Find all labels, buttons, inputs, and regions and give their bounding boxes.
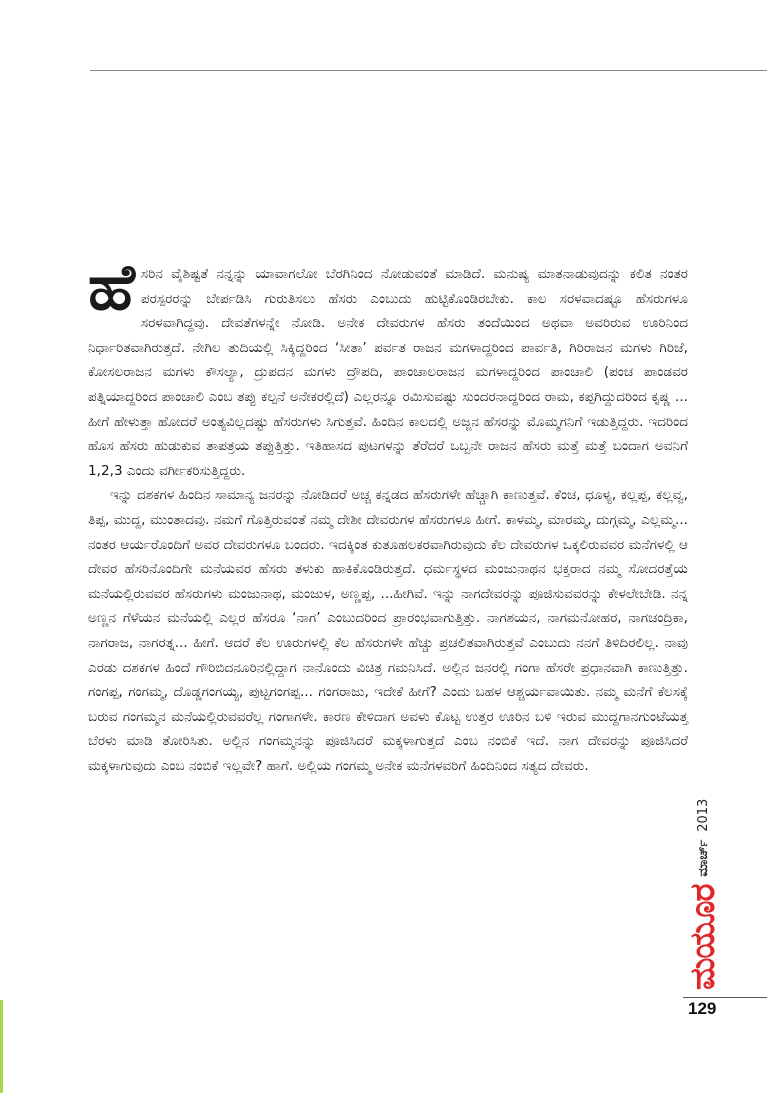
issue-month: ಮಾರ್ಚ್: [695, 839, 711, 877]
left-edge-gap: [0, 0, 3, 1000]
page-number: 129: [688, 999, 717, 1018]
magazine-sidebar: [683, 800, 723, 990]
footer-rule: [683, 997, 767, 998]
article-body: [88, 251, 688, 778]
paragraph-1-text: ಸರಿನ ವೈಶಿಷ್ಟತೆ ನನ್ನನ್ನು ಯಾವಾಗಲೋ ಬೆರಗಿನಿಂದ ನೋಡುವಂತೆ ಮಾಡಿದೆ. ಮನುಷ್ಯ ಮಾತನಾಡುವುದನ್ನು ಕಲಿತ ನಂತರ ಪರಸ್ಪರರನ್ನು ಬೇರ್ಪಡಿಸಿ ಗುರುತಿಸಲು ಹೆಸರು ಎಂಬುದು ಹುಟ್ಟಿಕೊಂಡಿರಬೇಕು. ಕಾಲ ಸರಳವಾದಷ್ಟೂ ಹೆಸರುಗಳೂ ಸರಳವಾಗಿದ್ದವು. ದೇವತೆಗಳನ್ನೇ ನೋಡಿ. ಅನೇಕ ದೇವರುಗಳ ಹೆಸರು ತಂದೆಯಿಂದ ಅಥವಾ ಅವರಿರುವ ಊರಿನಿಂದ ನಿರ್ಧಾರಿತವಾಗಿರುತ್ತದೆ. ನೇಗಿಲ ತುದಿಯಲ್ಲಿ ಸಿಕ್ಕಿದ್ದರಿಂದ ‘ಸೀತಾ’ ಪರ್ವತ ರಾಜನ ಮಗಳಾದ್ದರಿಂದ ಪಾರ್ವತಿ, ಗಿರಿರಾಜನ ಮಗಳು ಗಿರಿಜೆ, ಕೋಸಲರಾಜನ ಮಗಳು ಕೌಸಲ್ಯಾ, ದ್ರುಪದನ ಮಗಳು ದ್ರೌಪದಿ, ಪಾಂಚಾಲರಾಜನ ಮಗಳಾದ್ದರಿಂದ ಪಾಂಚಾಲಿ (ಪಂಚ ಪಾಂಡವರ ಪತ್ನಿಯಾದ್ದರಿಂದ ಪಾಂಚಾಲಿ ಎಂಬ ತಪ್ಪು ಕಲ್ಪನೆ ಅನೇಕರಲ್ಲಿದೆ) ಎಲ್ಲರನ್ನೂ ರಮಿಸುವಷ್ಟು ಸುಂದರನಾದ್ದರಿಂದ ರಾಮ, ಕಪ್ಪಗಿದ್ದುದರಿಂದ ಕೃಷ್ಣ ... ಹೀಗೆ ಹೇಳುತ್ತಾ ಹೋದರೆ ಅಂತ್ಯವಿಲ್ಲದಷ್ಟು ಹೆಸರುಗಳು ಸಿಗುತ್ತವೆ. ಹಿಂದಿನ ಕಾಲದಲ್ಲಿ ಅಜ್ಜನ ಹೆಸರನ್ನು ಮೊಮ್ಮಗನಿಗೆ ಇಡುತ್ತಿದ್ದರು. ಇದರಿಂದ ಹೊಸ ಹೆಸರು ಹುಡುಕುವ ತಾಪತ್ರಯ ತಪ್ಪುತ್ತಿತ್ತು. ಇತಿಹಾಸದ ಪುಟಗಳನ್ನು ತೆರೆದರೆ ಒಬ್ಬನೇ ರಾಜನ ಹೆಸರು ಮತ್ತೆ ಮತ್ತೆ ಬಂದಾಗ ಅವನಿಗೆ 1,2,3 ಎಂದು ವರ್ಗೀಕರಿಸುತ್ತಿದ್ದರು.: [88, 266, 688, 479]
paragraph-2: ಇನ್ನು ದಶಕಗಳ ಹಿಂದಿನ ಸಾಮಾನ್ಯ ಜನರನ್ನು ನೋಡಿದರೆ ಅಚ್ಚ ಕನ್ನಡದ ಹೆಸರುಗಳೇ ಹೆಚ್ಚಾಗಿ ಕಾಣುತ್ತವೆ. ಕೆಂಚ, ಧೂಳ್ಯ, ಕಲ್ಲಪ್ಪ, ಕಲ್ಲವ್ವ, ತಿಪ್ಪ, ಮುದ್ದ, ಮುಂತಾದವು. ನಮಗೆ ಗೊತ್ತಿರುವಂತೆ ನಮ್ಮ ದೇಶೀ ದೇವರುಗಳ ಹೆಸರುಗಳೂ ಹೀಗೆ. ಕಾಳಮ್ಮ, ಮಾರಮ್ಮ, ದುಗ್ಗಮ್ಮ, ಎಲ್ಲಮ್ಮ... ನಂತರ ಆರ್ಯರೊಂದಿಗೆ ಅವರ ದೇವರುಗಳೂ ಬಂದರು. ಇದಕ್ಕಿಂತ ಕುತೂಹಲಕರವಾಗಿರುವುದು ಕೆಲ ದೇವರುಗಳ ಒಕ್ಕಲಿರುವವರ ಮನೆಗಳಲ್ಲಿ ಆ ದೇವರ ಹೆಸರಿನೊಂದಿಗೇ ಮನೆಯವರ ಹೆಸರು ತಳುಕು ಹಾಕಿಕೊಂಡಿರುತ್ತದೆ. ಧರ್ಮಸ್ಥಳದ ಮಂಜುನಾಥನ ಭಕ್ತರಾದ ನಮ್ಮ ಸೋದರತ್ತೆಯ ಮನೆಯಲ್ಲಿರುವವರ ಹೆಸರುಗಳು ಮಂಜುನಾಥ, ಮಂಜುಳ, ಅಣ್ಣಪ್ಪ, ...ಹೀಗಿವೆ. ಇನ್ನು ನಾಗದೇವರನ್ನು ಪೂಜಿಸುವವರನ್ನು ಕೇಳಲೇಬೇಡಿ. ನನ್ನ ಅಣ್ಣನ ಗೆಳೆಯನ ಮನೆಯಲ್ಲಿ ಎಲ್ಲರ ಹೆಸರೂ ‘ನಾಗ’ ಎಂಬುದರಿಂದ ಪ್ರಾರಂಭವಾಗುತ್ತಿತ್ತು. ನಾಗಶಯನ, ನಾಗಮನೋಹರ, ನಾಗಚಂದ್ರಿಕಾ, ನಾಗರಾಜ, ನಾಗರತ್ನ... ಹೀಗೆ. ಆದರೆ ಕೆಲ ಊರುಗಳಲ್ಲಿ ಕೆಲ ಹೆಸರುಗಳೇ ಹೆಚ್ಚು ಪ್ರಚಲಿತವಾಗಿರುತ್ತವೆ ಎಂಬುದು ನನಗೆ ತಿಳಿದಿರಲಿಲ್ಲ. ನಾವು ಎರಡು ದಶಕಗಳ ಹಿಂದೆ ಗೌರಿಬಿದನೂರಿನಲ್ಲಿದ್ದಾಗ ನಾನೊಂದು ವಿಚಿತ್ರ ಗಮನಿಸಿದೆ. ಅಲ್ಲಿನ ಜನರಲ್ಲಿ ಗಂಗಾ ಹೆಸರೇ ಪ್ರಧಾನವಾಗಿ ಕಾಣುತ್ತಿತ್ತು. ಗಂಗಪ್ಪ, ಗಂಗಮ್ಮ, ದೊಡ್ಡಗಂಗಯ್ಯ, ಪುಟ್ಟಗಂಗಪ್ಪ... ಗಂಗರಾಜು, ಇದೇಕೆ ಹೀಗೆ? ಎಂದು ಬಹಳ ಆಶ್ಚರ್ಯವಾಯಿತು. ನಮ್ಮ ಮನೆಗೆ ಕೆಲಸಕ್ಕೆ ಬರುವ ಗಂಗಮ್ಮನ ಮನೆಯಲ್ಲಿರುವವರೆಲ್ಲ ಗಂಗಾಗಳೇ. ಕಾರಣ ಕೇಳಿದಾಗ ಅವಳು ಕೊಟ್ಟ ಉತ್ತರ ಊರಿನ ಬಳಿ ಇರುವ ಮುದ್ದಗಾನಗುಂಟೆಯತ್ತ ಬೆರಳು ಮಾಡಿ ತೋರಿಸಿತು. ಅಲ್ಲಿನ ಗಂಗಮ್ಮನನ್ನು ಪೂಜಿಸಿದರೆ ಮಕ್ಕಳಾಗುತ್ತದೆ ಎಂಬ ನಂಬಿಕೆ ಇದೆ. ನಾಗ ದೇವರನ್ನು ಪೂಜಿಸಿದರೆ ಮಕ್ಕಳಾಗುವುದು ಎಂಬ ನಂಬಿಕೆ ಇಲ್ಲವೇ? ಹಾಗೆ. ಅಲ್ಲಿಯ ಗಂಗಮ್ಮ ಅನೇಕ ಮನೆಗಳವರಿಗೆ ಹಿಂದಿನಿಂದ ಸತ್ಯದ ದೇವರು.: [88, 487, 688, 774]
left-edge-bar: [0, 0, 3, 1093]
magazine-masthead-vertical: [683, 800, 723, 990]
drop-cap: ಹೆ: [88, 251, 135, 325]
paragraph-1: [88, 251, 688, 483]
magazine-name: ಮಯೂರ: [683, 884, 723, 990]
top-rule: [90, 70, 767, 71]
issue-year: 2013: [695, 798, 711, 832]
